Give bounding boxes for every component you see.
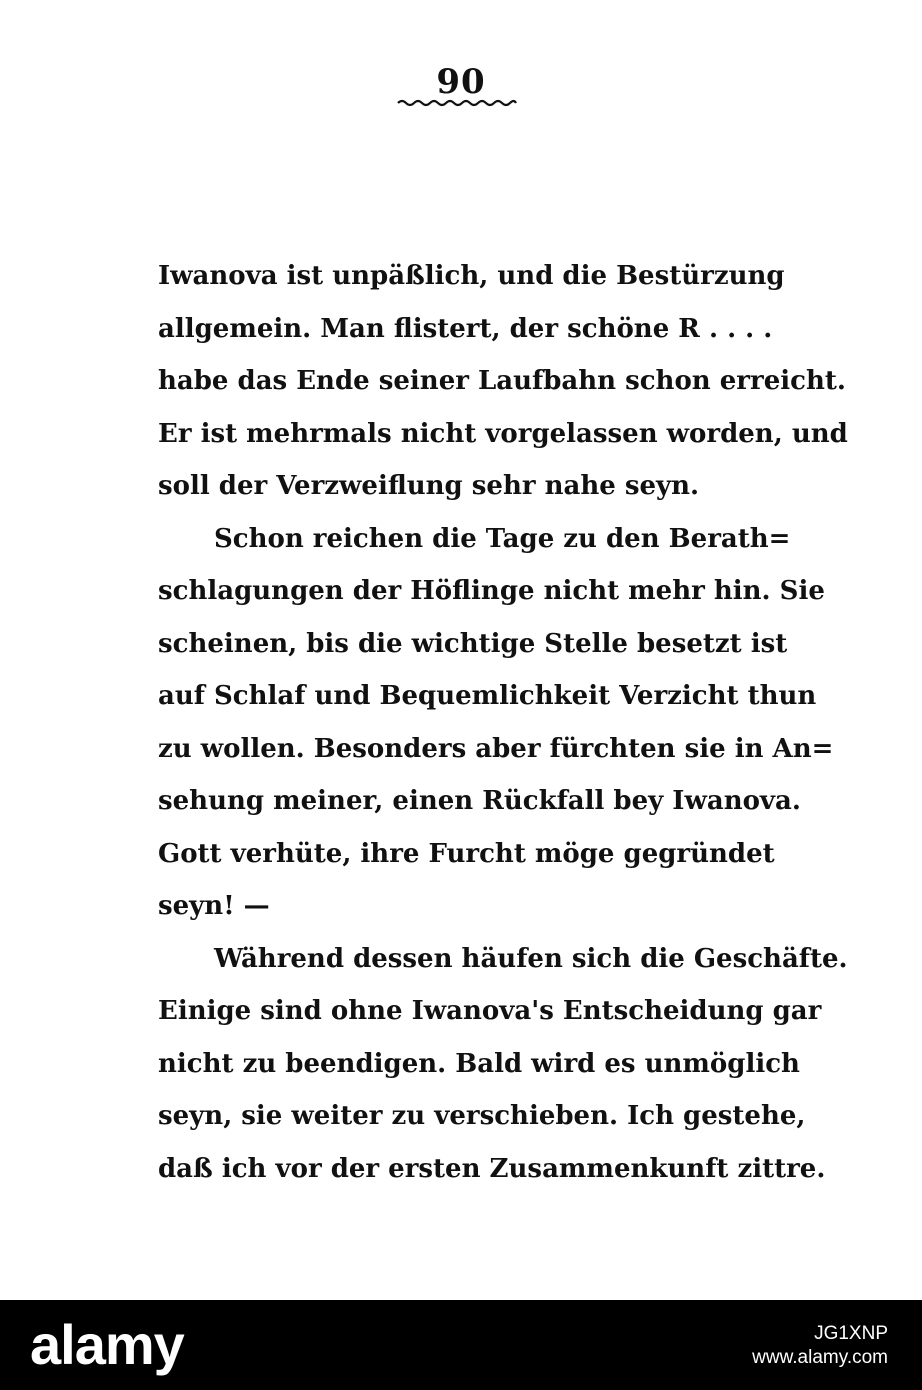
text-line: soll der Verzweiflung sehr nahe seyn. [158, 471, 700, 501]
text-line: auf Schlaf und Bequemlichkeit Verzicht thun [158, 681, 817, 711]
text-line: Einige sind ohne Iwanova's Entscheidung gar [158, 996, 822, 1026]
stock-watermark-bar [0, 1300, 922, 1390]
alamy-logo: alamy [30, 1313, 184, 1376]
text-line: scheinen, bis die wichtige Stelle besetzt ist [158, 628, 788, 659]
text-line: nicht zu beendigen. Bald wird es unmöglich [158, 1048, 800, 1079]
text-line: seyn! — [158, 891, 270, 921]
image-reference [752, 1322, 888, 1370]
text-line: daß ich vor der ersten Zusammenkunft zittre. [158, 1153, 826, 1184]
text-line: habe das Ende seiner Laufbahn schon erreicht. [158, 366, 846, 396]
text-line: Er ist mehrmals nicht vorgelassen worden, und [158, 418, 848, 449]
text-line: allgemein. Man flistert, der schöne R . . . . [158, 313, 773, 344]
image-id: JG1XNP [814, 1323, 888, 1344]
text-line: sehung meiner, einen Rückfall bey Iwanova. [158, 786, 801, 816]
text-line: Gott verhüte, ihre Furcht möge gegründet [158, 838, 775, 869]
page-number: 90 [436, 62, 486, 102]
text-line: seyn, sie weiter zu verschieben. Ich gestehe, [158, 1101, 806, 1131]
text-line: zu wollen. Besonders aber fürchten sie in An= [158, 733, 834, 764]
site-url: www.alamy.com [752, 1347, 888, 1368]
text-line: Während dessen häufen sich die Geschäfte. [214, 943, 848, 974]
text-line: Iwanova ist unpäßlich, und die Bestürzung [158, 261, 785, 291]
wavy-ornament-rule [396, 98, 518, 108]
text-line: Schon reichen die Tage zu den Berath= [214, 523, 791, 554]
body-text [158, 250, 848, 1195]
text-line: schlagungen der Höflinge nicht mehr hin. Sie [158, 576, 825, 606]
